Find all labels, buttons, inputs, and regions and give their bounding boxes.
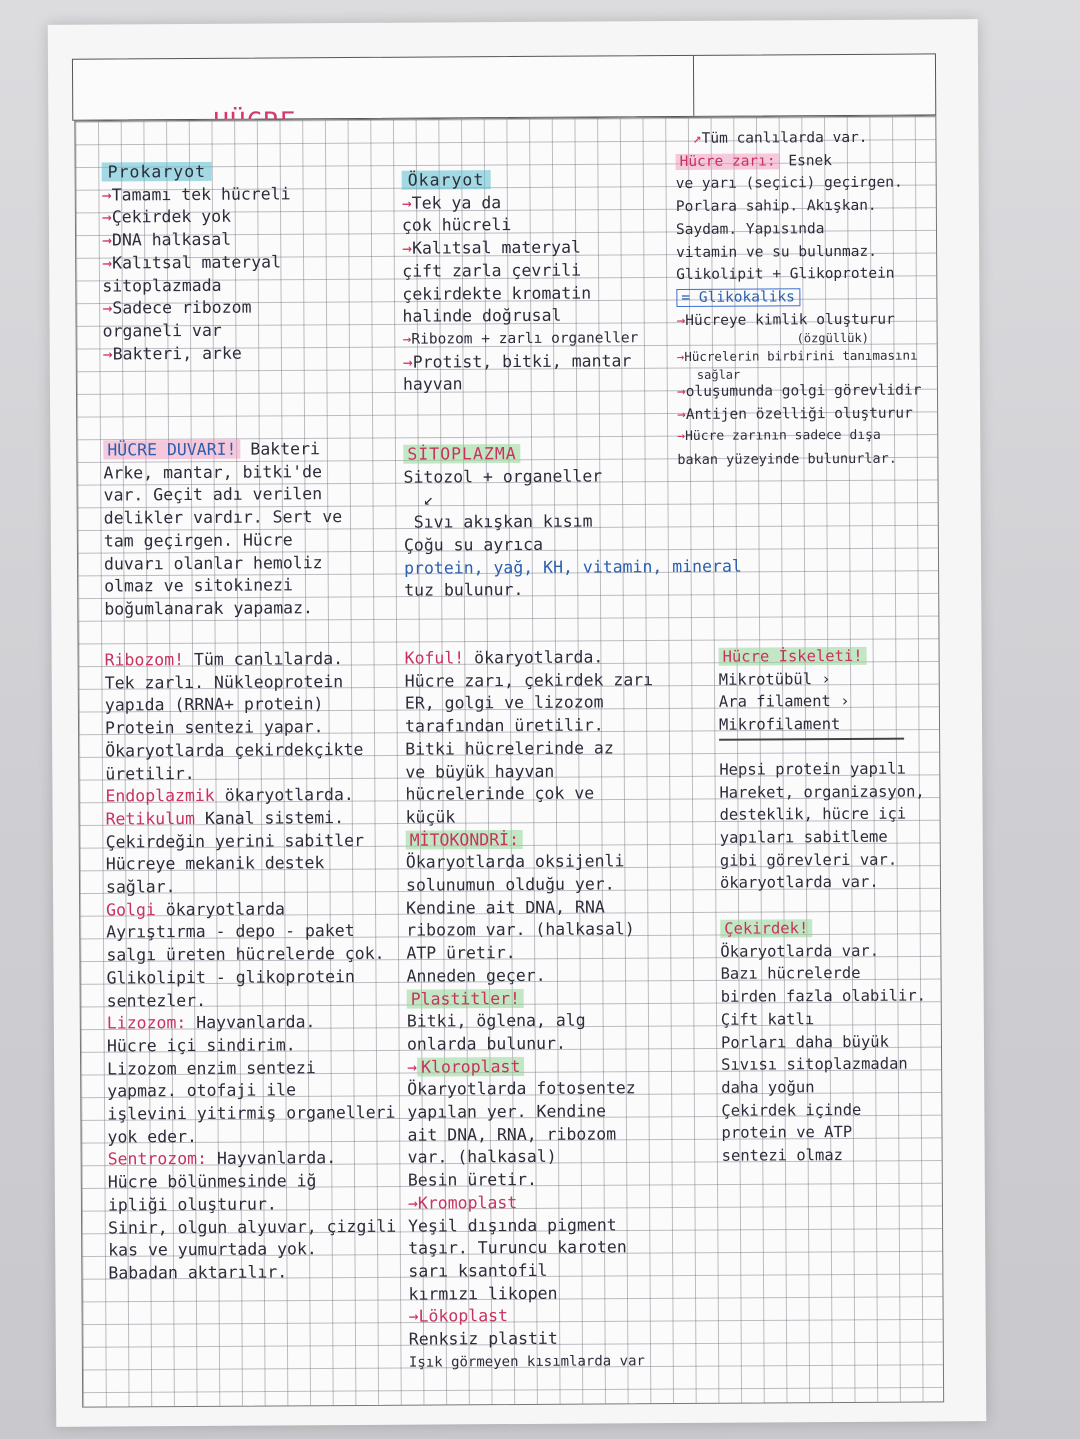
okaryot-line: →Kalıtsal materyal (402, 237, 581, 258)
chromoplast-heading: →Kromoplast (407, 1192, 518, 1213)
cytoskeleton-line: yapıları sabitleme (719, 827, 888, 847)
okaryot-line: halinde doğrusal (402, 305, 562, 326)
plastid-line: Bitki, öglena, alg (406, 1010, 586, 1031)
cell-wall-line: var. Geçit adı verilen (103, 484, 323, 505)
lysosome-line: işlevini yitirmiş organelleri (107, 1102, 396, 1124)
centrosome-line: kas ve yumurtada yok. (108, 1239, 317, 1260)
membrane-line: →Hücre zarının sadece dışa (677, 428, 881, 445)
cytoskeleton-line: ökaryotlarda var. (719, 873, 879, 893)
er-line: sağlar. (105, 877, 176, 897)
nucleus-line: daha yoğun (721, 1078, 815, 1097)
vacuole-line: Hücre zarı, çekirdek zarı (404, 669, 654, 691)
membrane-line: Porlara sahip. Akışkan. (675, 197, 877, 216)
mitochondria-line: Anneden geçer. (406, 965, 546, 986)
centrosome-line: ipliği oluşturur. (107, 1194, 277, 1215)
ribosome-heading: Ribozom! (104, 650, 185, 670)
header-divider (693, 56, 694, 116)
plastid-line: onlarda bulunur. (406, 1033, 566, 1054)
okaryot-line: hayvan (402, 374, 463, 395)
prokaryot-line: sitoplazmada (102, 275, 222, 296)
ribosome-line: Tek zarlı. Nükleoprotein (104, 671, 344, 693)
chromoplast-line: sarı ksantofil (408, 1260, 548, 1281)
cytoskeleton-line: Hepsi protein yapılı (719, 759, 906, 779)
brace-line (719, 737, 904, 740)
grid-area (74, 115, 944, 1407)
nucleus-line: Bazı hücrelerde (720, 964, 861, 984)
golgi-line: Ayrıştırma - depo - paket (106, 921, 355, 942)
cytoskeleton-heading: Hücre İskeleti! (719, 645, 924, 669)
cell-wall-heading: HÜCRE DUVARI! (103, 440, 240, 460)
cell-wall-line: Arke, mantar, bitki'de (103, 461, 323, 483)
membrane-line: Glikolipit + Glikoprotein (676, 265, 895, 284)
mitochondria-heading: MİTOKONDRİ: (406, 828, 654, 852)
mitochondria-line: ATP üretir. (406, 943, 516, 963)
ribosome-line: yapıda (RRNA+ protein) (104, 694, 324, 715)
chloroplast-line: Besin üretir. (407, 1170, 537, 1190)
cytoplasm-line: tuz bulunur. (404, 580, 524, 600)
prokaryot-line: →Çekirdek yok (101, 207, 232, 227)
chloroplast-line: Ökaryotlarda fotosentez (407, 1078, 636, 1100)
cytoplasm-line: Sitozol + organeller (403, 466, 603, 487)
centrosome-line: Sinir, olgun alyuvar, çizgili (108, 1216, 397, 1238)
nucleus-line: Sıvısı sitoplazmadan (721, 1054, 908, 1074)
prokaryot-line: organeli var (102, 320, 222, 341)
vacuole-heading: Koful! (404, 648, 465, 668)
membrane-heading: Hücre zarı: (676, 153, 780, 170)
cell-wall-line: delikler vardır. Sert ve (103, 507, 343, 528)
ribosome-line: Protein sentezi yapar. (104, 717, 324, 738)
membrane-line: Saydam. Yapısında (675, 220, 825, 238)
er-line: Çekirdeğin yerini sabitler (105, 830, 365, 852)
glycocalyx-box: = Glikokaliks (676, 285, 921, 309)
prokaryot-line: →Bakteri, arke (102, 343, 242, 364)
ribosome-line: üretilir. (105, 763, 195, 784)
prokaryot-line: →Kalıtsal materyal (102, 252, 282, 273)
cytoplasm-line: protein, yağ, KH, vitamin, mineral (403, 556, 742, 578)
membrane-top-note: ↗Tüm canlılarda var. (692, 129, 868, 147)
membrane-line: ve yarı (seçici) geçirgen. (675, 175, 903, 193)
prokaryot-line: →Sadece ribozom (102, 297, 252, 318)
okaryot-line: →Protist, bitki, mantar (402, 350, 632, 372)
chloroplast-heading: → Kloroplast (407, 1055, 655, 1079)
nucleus-line: sentezi olmaz (721, 1146, 844, 1165)
plastid-heading: Plastitler! (407, 987, 655, 1011)
membrane-line: →oluşumunda golgi görevlidir (676, 382, 922, 401)
lysosome-line: yok eder. (107, 1126, 197, 1147)
column-3: ↗Tüm canlılarda var. Hücre zarı: Esnek ve yarı (seçici) geçirgen. Porlara sahip. Akışkan. Saydam. Yapısında vitamin ve su bulunmaz. Glikolipit + Glikoprotein = Glikokaliks →Hücreye kimlik oluşturur (özgüllük) →Hücrelerin birbirini tanımasını sağlar →oluşumunda golgi görevlidir →Antijen özelliği oluşturur →Hücre zarının sadece dışa bakan yüzeyinde bulunurlar. (675, 127, 922, 472)
mitochondria-line: solunumun olduğu yer. (405, 874, 615, 895)
arrow-down-icon: ↙ (403, 489, 434, 510)
er-heading-2: Retikulum (105, 808, 196, 829)
membrane-line: sağlar (696, 367, 741, 382)
okaryot-line: çok hücreli (401, 215, 512, 236)
cytoskeleton-line: Hareket, organizasyon, (719, 782, 925, 802)
chromoplast-line: taşır. Turuncu karoten (408, 1237, 627, 1258)
okaryot-line: çift zarla çevrili (402, 260, 582, 281)
okaryot-heading: Ökaryot (402, 168, 638, 192)
cytoplasm-line: Sıvı akışkan kısım (413, 511, 593, 532)
ribosome-line: Ökaryotlarda çekirdekçikte (105, 739, 364, 761)
chloroplast-line: var. (halkasal) (407, 1147, 557, 1168)
organelles-section-1: Ribozom! Tüm canlılarda. Tek zarlı. Nükleoprotein yapıda (RRNA+ protein) Protein sentezi yapar. Ökaryotlarda çekirdekçikte üretilir. Endoplazmik ökaryotlarda. Retikulum Kanal sistemi. Çekirdeğin yerini sabitler Hücreye mekanik destek sağlar. Golgi ökaryotlarda Ayrıştırma - depo - paket salgı üreten hücrelerde çok. Glikolipit - glikoprotein sentezler. Lizozom: Hayvanlarda. Hücre içi sindirim. Lizozom enzim sentezi yapmaz. otofaji ile işlevini yitirmiş organelleri yok eder. Sentrozom: Hayvanlarda. Hücre bölünmesinde iğ ipliği oluşturur. Sinir, olgun alyuvar, çizgili kas ve yumurtada yok. Babadan aktarılır. (105, 648, 397, 1285)
nucleus-line: Çift katlı (720, 1010, 815, 1029)
nucleus-line: Ökaryotlarda var. (720, 941, 880, 961)
cytoskeleton-line: Mikrofilament (718, 715, 841, 734)
membrane-line: vitamin ve su bulunmaz. (676, 243, 877, 261)
nucleus-line: protein ve ATP (721, 1123, 853, 1143)
nucleus-line: Porları daha büyük (720, 1032, 889, 1052)
cytoplasm-line: Çoğu su ayrıca (403, 534, 544, 555)
cell-wall-section: HÜCRE DUVARI! Bakteri Arke, mantar, bitki'de var. Geçit adı verilen delikler vardır. Sert ve tam geçirgen. Hücre duvarı olanlar hemoliz olmaz ve sitokinezi boğumlanarak yapamaz. (103, 438, 343, 621)
golgi-line: sentezler. (106, 990, 207, 1011)
prokaryot-line: →DNA halkasal (101, 229, 232, 250)
mitochondria-line: Kendine ait DNA, RNA (406, 897, 605, 918)
membrane-line: (özgüllük) (796, 331, 869, 346)
nucleus-heading: Çekirdek! (720, 917, 925, 941)
cytoskeleton-line: desteklik, hücre içi (719, 804, 907, 824)
cytoskeleton-section (719, 645, 926, 895)
centrosome-heading: Sentrozom: (107, 1149, 208, 1169)
cytoskeleton-line: gibi görevleri var. (719, 850, 898, 870)
okaryot-line: →Tek ya da (401, 192, 502, 213)
cytoplasm-heading: SİTOPLAZMA (403, 442, 741, 467)
leucoplast-line: Renksiz plastit (408, 1328, 558, 1349)
chromoplast-line: Yeşil dışında pigment (408, 1214, 617, 1236)
vacuole-line: ve büyük hayvan (405, 761, 555, 782)
mitochondria-line: Ökaryotlarda oksijenli (405, 851, 625, 873)
centrosome-line: Babadan aktarılır. (108, 1262, 288, 1283)
vacuole-line: ER, golgi ve lizozom (404, 692, 604, 714)
membrane-line: bakan yüzeyinde bulunurlar. (677, 450, 897, 469)
golgi-line: Glikolipit - glikoprotein (106, 966, 355, 988)
chloroplast-line: ait DNA, RNA, ribozom (407, 1124, 617, 1145)
cell-wall-line: duvarı olanlar hemoliz (103, 552, 323, 574)
leucoplast-heading: →Lökoplast (408, 1306, 509, 1327)
membrane-line: →Antijen özelliği oluşturur (677, 405, 913, 423)
cell-wall-line: tam geçirgen. Hücre (103, 530, 293, 551)
organelles-section-2: Koful! ökaryotlarda. Hücre zarı, çekirdek zarı ER, golgi ve lizozom tarafından üretilir. Bitki hücrelerinde az ve büyük hayvan hücrelerinde çok ve küçük MİTOKONDRİ: Ökaryotlarda oksijenli solunumun olduğu yer. Kendine ait DNA, RNA ribozom var. (halkasal) ATP üretir. Anneden geçer. Plastitler! Bitki, öglena, alg onlarda bulunur. → Kloroplast Ökaryotlarda fotosentez yapılan yer. Kendine ait DNA, RNA, ribozom var. (halkasal) Besin üretir. →Kromoplast Yeşil dışında pigment taşır. Turuncu karoten sarı ksantofil kırmızı likopen →Lökoplast Renksiz plastit Işık görmeyen kısımlarda var (405, 646, 658, 1374)
centrosome-line: Hücre bölünmesinde iğ (107, 1171, 317, 1192)
er-line: Hücreye mekanik destek (105, 853, 325, 874)
column-1 (102, 160, 292, 365)
vacuole-line: tarafından üretilir. (404, 715, 604, 736)
cytoskeleton-line: Mikrotübül › (718, 669, 831, 689)
vacuole-line: hücrelerinde çok ve (405, 783, 595, 804)
membrane-line: →Hücreye kimlik oluşturur (676, 311, 895, 329)
chromoplast-line: kırmızı likopen (408, 1283, 558, 1304)
notebook-page (48, 19, 987, 1427)
er-heading-1: Endoplazmik (105, 786, 215, 806)
okaryot-line: →Ribozom + zarlı organeller (402, 330, 639, 348)
golgi-line: salgı üreten hücrelerde çok. (106, 943, 385, 965)
lysosome-line: yapmaz. otofaji ile (107, 1080, 297, 1101)
column-2 (402, 168, 639, 396)
golgi-heading: Golgi (106, 899, 156, 920)
prokaryot-heading: Prokaryot (102, 160, 291, 184)
nucleus-section (720, 917, 927, 1168)
nucleus-line: Çekirdek içinde (721, 1100, 862, 1120)
leucoplast-line: Işık görmeyen kısımlarda var (408, 1353, 645, 1371)
vacuole-line: Bitki hücrelerinde az (405, 738, 614, 759)
cell-wall-line: boğumlanarak yapamaz. (104, 598, 313, 619)
header-box (72, 53, 936, 120)
mitochondria-line: ribozom var. (halkasal) (406, 919, 635, 941)
prokaryot-line: →Tamamı tek hücreli (101, 184, 291, 205)
okaryot-line: çekirdekte kromatin (402, 283, 592, 304)
lysosome-line: Lizozom enzim sentezi (107, 1057, 316, 1079)
nucleus-line: birden fazla olabilir. (720, 986, 927, 1006)
lysosome-line: Hücre içi sindirim. (106, 1035, 296, 1056)
cell-wall-line: olmaz ve sitokinezi (104, 575, 293, 596)
membrane-line: →Hücrelerin birbirini tanımasını (676, 347, 918, 365)
chloroplast-line: yapılan yer. Kendine (407, 1101, 607, 1122)
vacuole-line: küçük (405, 807, 456, 827)
lysosome-heading: Lizozom: (106, 1013, 187, 1033)
cytoskeleton-line: Ara filament › (718, 692, 850, 712)
